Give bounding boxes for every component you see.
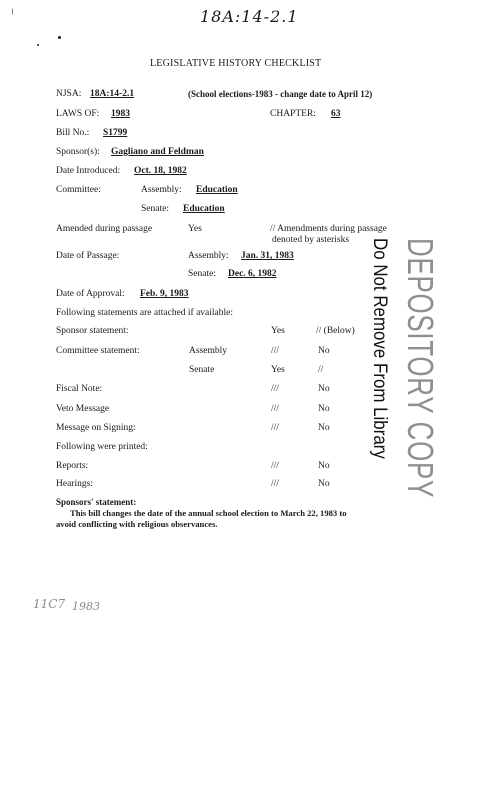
njsa-note: (School elections-1983 - change date to April 12) [188, 89, 373, 99]
bill-no-value: S1799 [103, 128, 128, 138]
passage-senate-label: Senate: [188, 269, 216, 279]
committee-senate-label: Senate: [141, 204, 169, 214]
message-on-signing-label: Message on Signing: [56, 423, 136, 433]
amended-note-line1: // Amendments during passage [270, 224, 387, 234]
message-on-signing-no: No [318, 423, 330, 433]
reports-no: No [318, 461, 330, 471]
sponsor-statement-label: Sponsor statement: [56, 326, 129, 336]
committee-statement-assembly-no: No [318, 346, 330, 356]
committee-statement-senate-label: Senate [189, 365, 215, 375]
date-introduced-label: Date Introduced: [56, 166, 121, 176]
bottom-note-right: 1983 [72, 600, 100, 613]
committee-statement-senate-yes: Yes [271, 365, 285, 375]
sponsors-label: Sponsor(s): [56, 147, 100, 157]
attached-heading: Following statements are attached if available: [56, 308, 234, 318]
do-not-remove-stamp: Do Not Remove From Library [369, 238, 390, 459]
amended-label: Amended during passage [56, 224, 153, 234]
sponsor-statement-line1: This bill changes the date of the annual school election to March 22, 1983 to [70, 508, 347, 518]
fiscal-note-label: Fiscal Note: [56, 384, 103, 394]
fiscal-note-yes: /// [271, 384, 279, 394]
laws-of-label: LAWS OF: [56, 109, 100, 119]
bill-no-label: Bill No.: [56, 128, 90, 138]
depository-copy-stamp: DEPOSITORY COPY [400, 238, 441, 499]
amended-note-line2: denoted by asterisks [272, 235, 350, 245]
passage-assembly-value: Jan. 31, 1983 [241, 251, 294, 261]
hearings-label: Hearings: [56, 479, 93, 489]
committee-senate-value: Education [183, 204, 225, 214]
scan-speck [37, 44, 39, 46]
scan-speck [12, 8, 13, 15]
committee-label: Committee: [56, 185, 101, 195]
passage-senate-value: Dec. 6, 1982 [228, 269, 277, 279]
committee-statement-label: Committee statement: [56, 346, 140, 356]
bottom-note-left: 11C7 [33, 597, 66, 611]
message-on-signing-yes: /// [271, 423, 279, 433]
sponsor-statement-heading: Sponsors' statement: [56, 497, 137, 507]
date-of-approval-value: Feb. 9, 1983 [140, 289, 189, 299]
committee-statement-senate-no: // [318, 365, 324, 375]
committee-statement-assembly-label: Assembly [189, 346, 227, 356]
hearings-no: No [318, 479, 330, 489]
njsa-value: 18A:14-2.1 [90, 89, 135, 99]
laws-of-value: 1983 [111, 109, 130, 119]
committee-assembly-value: Education [196, 185, 238, 195]
veto-message-label: Veto Message [56, 404, 110, 414]
date-introduced-value: Oct. 18, 1982 [134, 166, 187, 176]
amended-value: Yes [188, 224, 202, 234]
sponsors-value: Gagliano and Feldman [111, 147, 204, 157]
committee-assembly-label: Assembly: [141, 185, 182, 195]
page-title: LEGISLATIVE HISTORY CHECKLIST [150, 58, 322, 69]
sponsor-statement-value: Yes [271, 326, 285, 336]
handwritten-reference: 18A:14-2.1 [200, 7, 299, 26]
date-of-passage-label: Date of Passage: [56, 251, 120, 261]
date-of-approval-label: Date of Approval: [56, 289, 125, 299]
fiscal-note-no: No [318, 384, 330, 394]
chapter-label: CHAPTER: [270, 109, 316, 119]
passage-assembly-label: Assembly: [188, 251, 229, 261]
sponsor-statement-note: // (Below) [316, 326, 355, 336]
reports-yes: /// [271, 461, 279, 471]
veto-message-no: No [318, 404, 330, 414]
printed-heading: Following were printed: [56, 442, 148, 452]
committee-statement-assembly-yes: /// [271, 346, 279, 356]
reports-label: Reports: [56, 461, 89, 471]
chapter-value: 63 [331, 109, 341, 119]
njsa-label: NJSA: [56, 89, 82, 99]
scan-speck [58, 36, 61, 39]
hearings-yes: /// [271, 479, 279, 489]
veto-message-yes: /// [271, 404, 279, 414]
sponsor-statement-line2: avoid conflicting with religious observances. [56, 519, 218, 529]
